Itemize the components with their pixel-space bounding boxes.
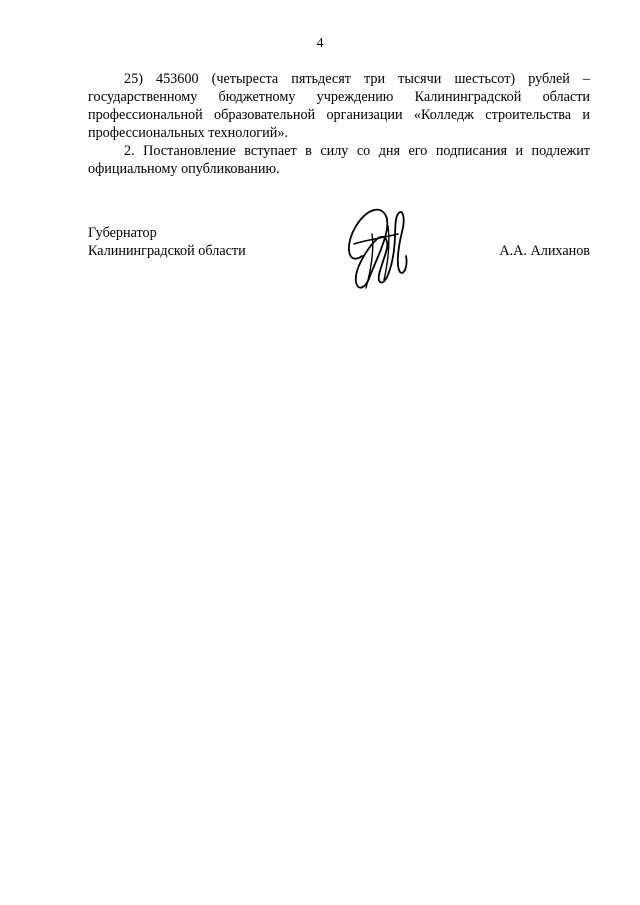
paragraph-item-25 <box>88 70 590 142</box>
signer-title <box>88 224 246 260</box>
paragraph-clause-2 <box>88 142 590 178</box>
paragraph-line: 2. Постановление вступает в силу со дня его подписания <box>124 143 507 159</box>
signer-title-line: Калининградской области <box>88 243 246 259</box>
signer-title-line: Губернатор <box>88 225 157 241</box>
paragraph-line: 25) 453600 (четыреста пятьдесят три тысячи шестьсот) рублей – <box>124 71 590 87</box>
handwritten-signature <box>336 196 416 296</box>
paragraph-line: профессиональной образовательной организации «Колледж строительства <box>88 107 572 123</box>
signer-name: А.А. Алиханов <box>499 243 590 259</box>
paragraph-line: и подлежит официальному опубликованию. <box>88 143 590 177</box>
paragraph-line: и профессиональных технологий». <box>88 107 590 141</box>
paragraph-line: государственному бюджетному учреждению Калининградской области <box>88 89 590 105</box>
page-number: 4 <box>316 36 324 51</box>
